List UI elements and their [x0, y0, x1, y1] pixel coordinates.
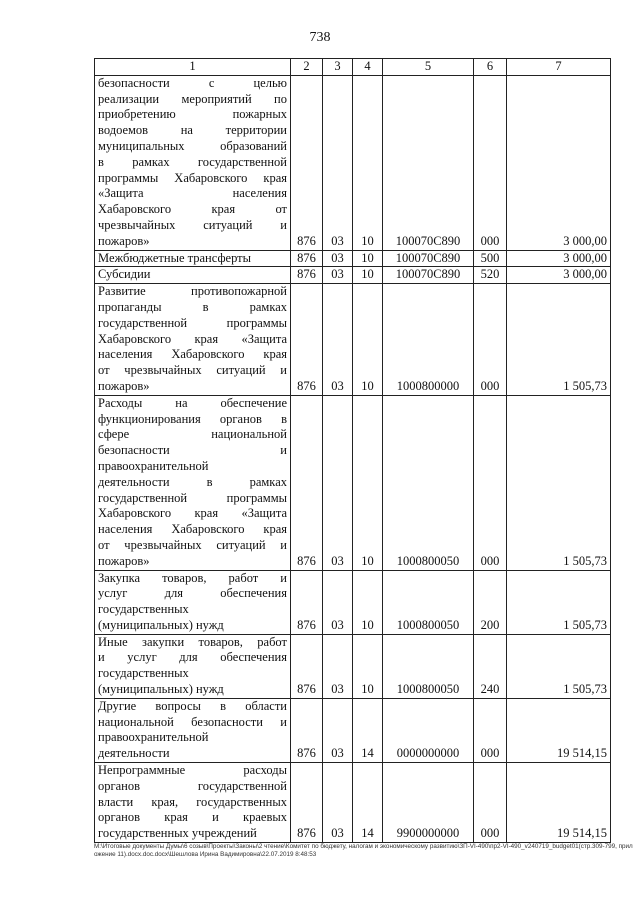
subsection-code: 10: [353, 250, 383, 267]
row-description: [95, 763, 291, 843]
description-line: пожаров»: [98, 553, 150, 568]
subsection-code: 14: [353, 763, 383, 843]
description-line: и услуг для обеспечения: [98, 650, 287, 665]
target-article-code: 1000800000: [383, 284, 474, 396]
header-col-5: 5: [383, 59, 474, 76]
row-description: [95, 284, 291, 396]
admin-code: 876: [291, 763, 323, 843]
section-code: 03: [323, 634, 353, 698]
description-line: Хабаровского края «Защита: [98, 331, 287, 346]
subsection-code: 10: [353, 634, 383, 698]
header-col-2: 2: [291, 59, 323, 76]
description-line: Расходы на обеспечение: [98, 395, 287, 410]
description-line: национальной безопасности и: [98, 714, 287, 729]
description-line: правоохранительной: [98, 730, 209, 745]
subsection-code: 10: [353, 267, 383, 284]
header-col-3: 3: [323, 59, 353, 76]
amount: 3 000,00: [507, 267, 611, 284]
budget-table: [94, 58, 611, 843]
header-col-7: 7: [507, 59, 611, 76]
description-line: государственных учреждений: [98, 826, 257, 841]
description-line: чрезвычайных ситуаций и: [98, 217, 287, 232]
description-line: населения Хабаровского края: [98, 347, 287, 362]
subsection-code: 14: [353, 698, 383, 762]
amount: 1 505,73: [507, 634, 611, 698]
section-code: 03: [323, 570, 353, 634]
row-description: [95, 395, 291, 570]
admin-code: 876: [291, 570, 323, 634]
section-code: 03: [323, 698, 353, 762]
description-line: безопасности и: [98, 443, 287, 458]
description-line: в рамках государственной: [98, 154, 287, 169]
description-line: «Защита населения: [98, 186, 287, 201]
subsection-code: 10: [353, 570, 383, 634]
table-row: [95, 267, 611, 284]
description-line: органов государственной: [98, 778, 287, 793]
description-line: деятельности: [98, 746, 170, 761]
header-col-1: 1: [95, 59, 291, 76]
amount: 1 505,73: [507, 395, 611, 570]
description-line: водоемов на территории: [98, 123, 287, 138]
amount: 19 514,15: [507, 698, 611, 762]
description-line: функционирования органов в: [98, 411, 287, 426]
description-line: правоохранительной: [98, 458, 209, 473]
target-article-code: 1000800050: [383, 395, 474, 570]
table-row: [95, 763, 611, 843]
section-code: 03: [323, 284, 353, 396]
expense-type-code: 000: [474, 698, 507, 762]
description-line: Непрограммные расходы: [98, 763, 287, 778]
description-line: органов края и краевых: [98, 810, 287, 825]
expense-type-code: 000: [474, 75, 507, 250]
header-col-4: 4: [353, 59, 383, 76]
description-line: пожаров»: [98, 378, 150, 393]
table-row: [95, 634, 611, 698]
row-description: [95, 570, 291, 634]
table-row: [95, 395, 611, 570]
expense-type-code: 240: [474, 634, 507, 698]
row-description: [95, 634, 291, 698]
description-line: Закупка товаров, работ и: [98, 570, 287, 585]
description-line: от чрезвычайных ситуаций и: [98, 537, 287, 552]
admin-code: 876: [291, 395, 323, 570]
description-line: услуг для обеспечения: [98, 586, 287, 601]
amount: 3 000,00: [507, 75, 611, 250]
amount: 1 505,73: [507, 570, 611, 634]
expense-type-code: 200: [474, 570, 507, 634]
expense-type-code: 500: [474, 250, 507, 267]
description-line: деятельности в рамках: [98, 474, 287, 489]
description-line: муниципальных образований: [98, 138, 287, 153]
amount: 3 000,00: [507, 250, 611, 267]
description-line: реализации мероприятий по: [98, 91, 287, 106]
section-code: 03: [323, 250, 353, 267]
header-col-6: 6: [474, 59, 507, 76]
description-line: сфере национальной: [98, 427, 287, 442]
description-line: пожаров»: [98, 233, 150, 248]
subsection-code: 10: [353, 75, 383, 250]
row-description: [95, 250, 291, 267]
description-line: государственных: [98, 666, 189, 681]
description-line: приобретению пожарных: [98, 107, 287, 122]
amount: 1 505,73: [507, 284, 611, 396]
description-line: Развитие противопожарной: [98, 284, 287, 299]
subsection-code: 10: [353, 395, 383, 570]
description-line: Субсидии: [98, 267, 151, 282]
table-row: [95, 75, 611, 250]
section-code: 03: [323, 395, 353, 570]
description-line: Иные закупки товаров, работ: [98, 634, 287, 649]
target-article-code: 100070C890: [383, 267, 474, 284]
description-line: Хабаровского края от: [98, 202, 287, 217]
subsection-code: 10: [353, 284, 383, 396]
table-row: [95, 250, 611, 267]
description-line: государственных: [98, 602, 189, 617]
description-line: государственной программы: [98, 490, 287, 505]
section-code: 03: [323, 75, 353, 250]
table-row: [95, 570, 611, 634]
expense-type-code: 000: [474, 395, 507, 570]
row-description: [95, 698, 291, 762]
target-article-code: 1000800050: [383, 570, 474, 634]
description-line: пропаганды в рамках: [98, 299, 287, 314]
target-article-code: 9900000000: [383, 763, 474, 843]
row-description: [95, 267, 291, 284]
admin-code: 876: [291, 250, 323, 267]
target-article-code: 0000000000: [383, 698, 474, 762]
target-article-code: 1000800050: [383, 634, 474, 698]
description-line: населения Хабаровского края: [98, 522, 287, 537]
description-line: власти края, государственных: [98, 794, 287, 809]
description-line: Межбюджетные трансферты: [98, 250, 252, 265]
expense-type-code: 000: [474, 284, 507, 396]
target-article-code: 100070C890: [383, 250, 474, 267]
target-article-code: 100070C890: [383, 75, 474, 250]
table-row: [95, 698, 611, 762]
row-description: [95, 75, 291, 250]
admin-code: 876: [291, 698, 323, 762]
table-row: [95, 284, 611, 396]
description-line: Хабаровского края «Защита: [98, 506, 287, 521]
description-line: программы Хабаровского края: [98, 170, 287, 185]
table-body: [95, 75, 611, 842]
admin-code: 876: [291, 284, 323, 396]
section-code: 03: [323, 763, 353, 843]
table-header-row: [95, 59, 611, 76]
description-line: государственной программы: [98, 315, 287, 330]
description-line: Другие вопросы в области: [98, 698, 287, 713]
page-number: 738: [309, 30, 331, 45]
file-path-footer: M:\Итоговые документы Думы\6 созыв\Проекты\Законы\2 чтение\Комитет по бюджету, налогам и экономическому развитию\ЗП-VI-490\пр2-VI-490_v240719_budget01(стр.309-799, приложение 11).docx.doc.docx\Шешлова Ирина Вадимировна\22.07.2019 8:48:53: [94, 843, 633, 858]
expense-type-code: 520: [474, 267, 507, 284]
description-line: (муниципальных) нужд: [98, 617, 224, 632]
description-line: от чрезвычайных ситуаций и: [98, 363, 287, 378]
description-line: безопасности с целью: [98, 75, 287, 90]
admin-code: 876: [291, 634, 323, 698]
expense-type-code: 000: [474, 763, 507, 843]
description-line: (муниципальных) нужд: [98, 682, 224, 697]
amount: 19 514,15: [507, 763, 611, 843]
admin-code: 876: [291, 75, 323, 250]
section-code: 03: [323, 267, 353, 284]
admin-code: 876: [291, 267, 323, 284]
